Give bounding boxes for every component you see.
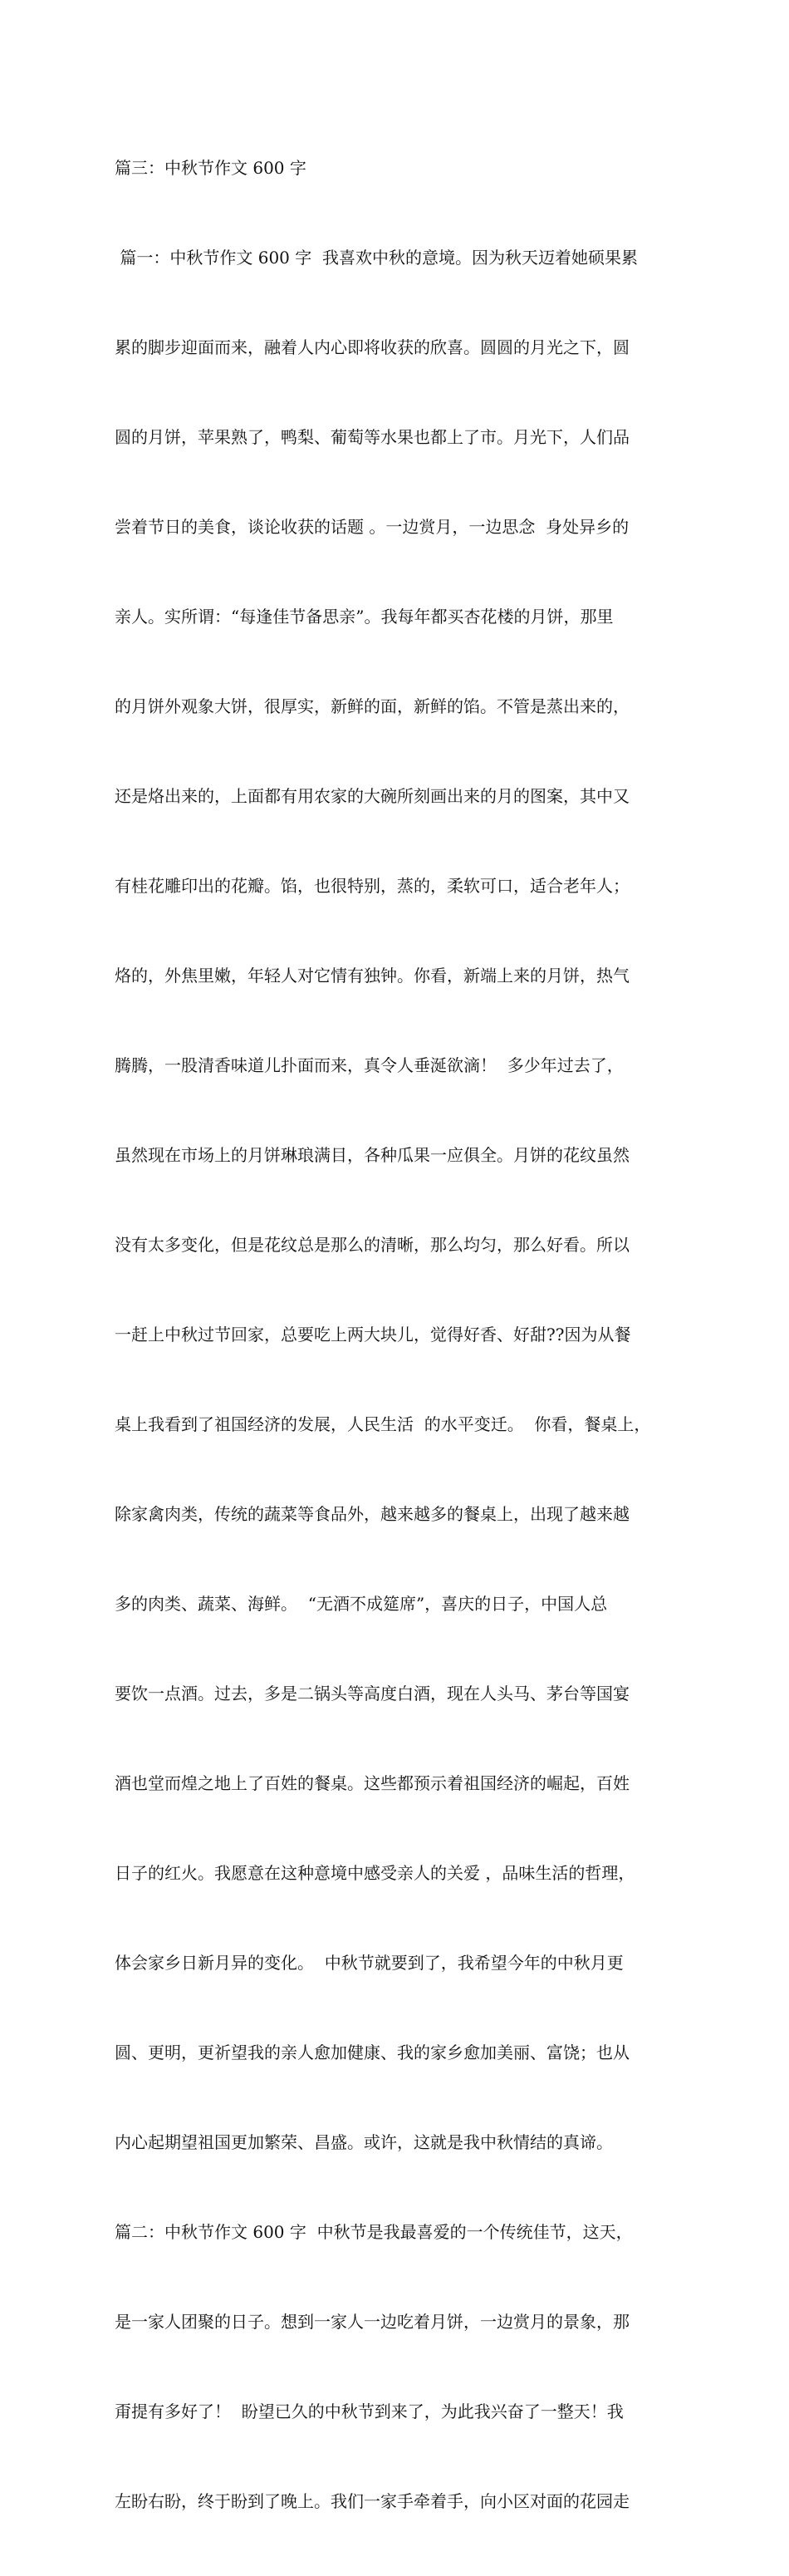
text-line: 亲人。实所谓：“每逢佳节备思亲”。我每年都买杏花楼的月饼，那里 bbox=[115, 607, 614, 627]
text-line: 篇二：中秋节作文 600 字 中秋节是我最喜爱的一个传统佳节，这天， bbox=[115, 2222, 633, 2242]
text-line: 是一家人团聚的日子。想到一家人一边吃着月饼，一边赏月的景象，那 bbox=[115, 2312, 630, 2332]
essay-body bbox=[115, 93, 688, 2576]
text-line: 酒也堂而煌之地上了百姓的餐桌。这些都预示着祖国经济的崛起，百姓 bbox=[115, 1773, 630, 1793]
text-line: 多的肉类、蔬菜、海鲜。 “无酒不成筵席”，喜庆的日子，中国人总 bbox=[115, 1594, 608, 1614]
text-line: 累的脚步迎面而来，融着人内心即将收获的欣喜。圆圆的月光之下，圆 bbox=[115, 337, 630, 357]
text-line: 体会家乡日新月异的变化。 中秋节就要到了，我希望今年的中秋月更 bbox=[115, 1953, 624, 1973]
text-line: 一赶上中秋过节回家，总要吃上两大块儿，觉得好香、好甜??因为从餐 bbox=[115, 1325, 631, 1345]
text-line: 要饮一点酒。过去，多是二锅头等高度白酒，现在人头马、茅台等国宴 bbox=[115, 1684, 630, 1703]
text-line: 内心起期望祖国更加繁荣、昌盛。或许，这就是我中秋情结的真谛。 bbox=[115, 2132, 613, 2152]
text-line: 日子的红火。我愿意在这种意境中感受亲人的关爱 ，品味生活的哲理， bbox=[115, 1863, 635, 1883]
text-line: 烙的，外焦里嫩，年轻人对它情有独钟。你看，新端上来的月饼，热气 bbox=[115, 966, 630, 986]
text-line: 除家禽肉类，传统的蔬菜等食品外，越来越多的餐桌上，出现了越来越 bbox=[115, 1504, 630, 1524]
text-line: 的月饼外观象大饼，很厚实，新鲜的面，新鲜的馅。不管是蒸出来的， bbox=[115, 696, 630, 716]
text-line: 篇一：中秋节作文 600 字 我喜欢中秋的意境。因为秋天迈着她硕果累 bbox=[115, 248, 638, 268]
text-line: 虽然现在市场上的月饼琳琅满目，各种瓜果一应俱全。月饼的花纹虽然 bbox=[115, 1145, 630, 1165]
text-line: 没有太多变化，但是花纹总是那么的清晰，那么均匀，那么好看。所以 bbox=[115, 1235, 630, 1255]
text-line: 桌上我看到了祖国经济的发展，人民生活 的水平变迁。 你看，餐桌上， bbox=[115, 1414, 651, 1434]
text-line: 还是烙出来的，上面都有用农家的大碗所刻画出来的月的图案，其中又 bbox=[115, 786, 630, 806]
text-line: 尝着节日的美食，谈论收获的话题 。一边赏月，一边思念 身处异乡的 bbox=[115, 517, 630, 537]
text-line: 左盼右盼，终于盼到了晚上。我们一家手牵着手，向小区对面的花园走 bbox=[115, 2491, 630, 2511]
text-line: 圆的月饼，苹果熟了，鸭梨、葡萄等水果也都上了市。月光下，人们品 bbox=[115, 427, 630, 447]
text-line: 圆、更明，更祈望我的亲人愈加健康、我的家乡愈加美丽、富饶；也从 bbox=[115, 2043, 630, 2062]
text-line: 腾腾，一股清香味道儿扑面而来，真令人垂涎欲滴！ 多少年过去了， bbox=[115, 1055, 624, 1075]
text-line: 甭提有多好了！ 盼望已久的中秋节到来了，为此我兴奋了一整天！我 bbox=[115, 2401, 624, 2421]
text-line: 有桂花雕印出的花瓣。馅，也很特别，蒸的，柔软可口，适合老年人； bbox=[115, 876, 630, 896]
essay-title: 篇三：中秋节作文 600 字 bbox=[115, 158, 306, 178]
